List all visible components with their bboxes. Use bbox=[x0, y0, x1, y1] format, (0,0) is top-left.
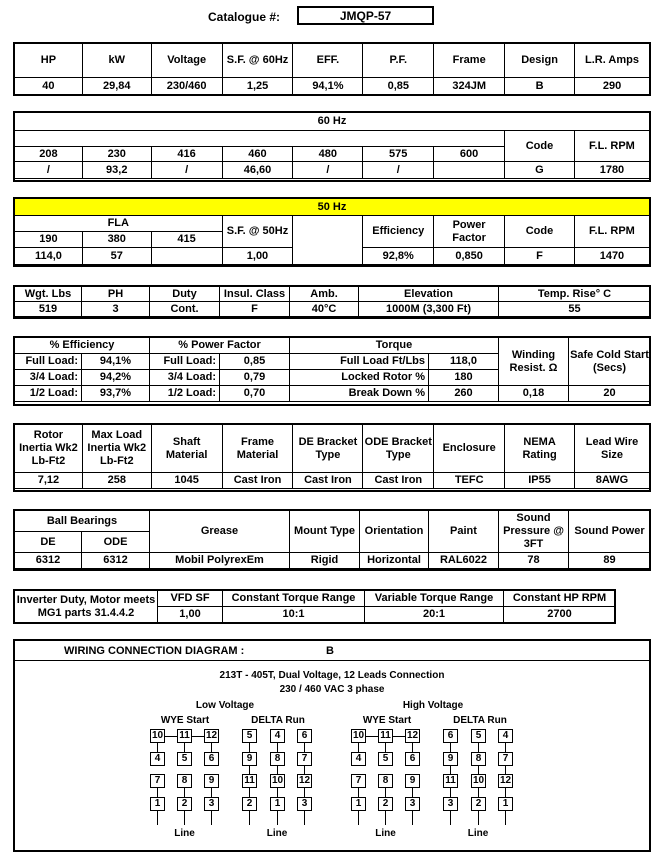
vt-range-header: Variable Torque Range bbox=[365, 591, 504, 607]
terminal-box: 2 bbox=[242, 797, 257, 811]
terminal-box: 5 bbox=[378, 752, 393, 766]
hz60-voltage: 416 bbox=[151, 147, 222, 162]
orientation-header: Orientation bbox=[360, 511, 429, 553]
terminal-box: 2 bbox=[471, 797, 486, 811]
hp-header: HP bbox=[15, 44, 83, 78]
high-delta-link-line bbox=[505, 743, 506, 752]
high-delta-link-line bbox=[505, 766, 506, 774]
orientation-value: Horizontal bbox=[360, 553, 429, 569]
hz60-amp: / bbox=[363, 162, 434, 179]
voltage-value: 230/460 bbox=[151, 78, 222, 95]
phase-header: PH bbox=[82, 287, 150, 302]
temp-rise-value: 55 bbox=[499, 302, 651, 317]
pf-row-value: 0,85 bbox=[220, 354, 290, 370]
voltage-header: Voltage bbox=[151, 44, 222, 78]
terminal-box: 1 bbox=[498, 797, 513, 811]
stall-label: Safe Cold Start (Secs) bbox=[569, 338, 651, 386]
low-wye-link-line bbox=[184, 788, 185, 797]
frame-value: 324JM bbox=[434, 78, 505, 95]
low-wye-link-line bbox=[157, 788, 158, 797]
terminal-box: 7 bbox=[297, 752, 312, 766]
terminal-box: 10 bbox=[151, 730, 164, 741]
de-bracket-header: DE Bracket Type bbox=[293, 425, 363, 473]
hp-value: 40 bbox=[15, 78, 83, 95]
temp-rise-header: Temp. Rise° C bbox=[499, 287, 651, 302]
eff-row-label: Full Load: bbox=[15, 354, 82, 370]
hz50-amp: 114,0 bbox=[15, 248, 83, 265]
low-wye-line-lead bbox=[157, 811, 158, 825]
vfd-sf-value: 1,00 bbox=[158, 607, 223, 623]
high-wye-link-line bbox=[358, 743, 359, 752]
terminal-box: 7 bbox=[351, 774, 366, 788]
enclosure-header: Enclosure bbox=[434, 425, 505, 473]
sf60-value: 1,25 bbox=[222, 78, 293, 95]
low-wye-line-lead bbox=[184, 811, 185, 825]
eff-row-label: 3/4 Load: bbox=[15, 370, 82, 386]
low-wye-line-lead bbox=[211, 811, 212, 825]
terminal-box: 6 bbox=[204, 752, 219, 766]
kw-value: 29,84 bbox=[82, 78, 151, 95]
winding-value: 0,18 bbox=[499, 386, 569, 402]
de-bracket-value: Cast Iron bbox=[293, 473, 363, 489]
terminal-box: 12 bbox=[298, 775, 311, 786]
insulation-header: Insul. Class bbox=[220, 287, 290, 302]
terminal-box: 7 bbox=[150, 774, 165, 788]
terminal-box: 6 bbox=[443, 729, 458, 743]
chp-rpm-value: 2700 bbox=[504, 607, 616, 623]
terminal-box: 8 bbox=[177, 774, 192, 788]
ambient-value: 40°C bbox=[290, 302, 359, 317]
pf-header: P.F. bbox=[363, 44, 434, 78]
high-delta-line-lead bbox=[505, 811, 506, 825]
frame-material-value: Cast Iron bbox=[222, 473, 293, 489]
terminal-box: 12 bbox=[499, 775, 512, 786]
low-delta-line-lead bbox=[249, 811, 250, 825]
terminal-box: 10 bbox=[352, 730, 365, 741]
hz60-rpm: 1780 bbox=[574, 162, 649, 179]
rotor-inertia-value: 7,12 bbox=[15, 473, 83, 489]
low-delta-link-line bbox=[277, 743, 278, 752]
performance-frame bbox=[13, 336, 651, 406]
mount-type-value: Rigid bbox=[290, 553, 360, 569]
high-delta-label: DELTA Run bbox=[453, 715, 507, 726]
spec-frame bbox=[13, 42, 651, 96]
terminal-box: 12 bbox=[406, 730, 419, 741]
eff-row-label: 1/2 Load: bbox=[15, 386, 82, 402]
hz60-amp: / bbox=[15, 162, 83, 179]
elevation-value: 1000M (3,300 Ft) bbox=[359, 302, 499, 317]
low-delta-link-line bbox=[249, 766, 250, 774]
low-delta-link-line bbox=[277, 766, 278, 774]
nema-header: NEMA Rating bbox=[505, 425, 575, 473]
high-delta-link-line bbox=[478, 743, 479, 752]
pf-row-value: 0,79 bbox=[220, 370, 290, 386]
high-wye-link-line bbox=[358, 788, 359, 797]
low-wye-line-label: Line bbox=[174, 828, 195, 839]
hz60-voltage: 208 bbox=[15, 147, 83, 162]
pf-row-value: 0,70 bbox=[220, 386, 290, 402]
eff-row-value: 93,7% bbox=[82, 386, 150, 402]
mechanical-frame bbox=[13, 423, 651, 492]
misc-frame bbox=[13, 285, 651, 319]
terminal-box: 11 bbox=[242, 774, 257, 788]
hz50-code: F bbox=[505, 248, 575, 265]
low-delta-line-lead bbox=[304, 811, 305, 825]
hz60-voltage: 600 bbox=[434, 147, 505, 162]
low-delta-link-line bbox=[304, 743, 305, 752]
ct-range-value: 10:1 bbox=[223, 607, 365, 623]
terminal-box: 10 bbox=[472, 775, 485, 786]
phase-value: 3 bbox=[82, 302, 150, 317]
enclosure-value: TEFC bbox=[434, 473, 505, 489]
insulation-value: F bbox=[220, 302, 290, 317]
hz60-amp: / bbox=[151, 162, 222, 179]
eff-header: EFF. bbox=[293, 44, 363, 78]
low-delta-line-lead bbox=[277, 811, 278, 825]
de-bearing-label: DE bbox=[15, 532, 82, 553]
hz50-frame bbox=[13, 197, 651, 267]
eff-value: 94,1% bbox=[293, 78, 363, 95]
terminal-box: 8 bbox=[378, 774, 393, 788]
terminal-box: 9 bbox=[405, 774, 420, 788]
frame-header: Frame bbox=[434, 44, 505, 78]
terminal-box: 7 bbox=[498, 752, 513, 766]
terminal-box: 5 bbox=[177, 752, 192, 766]
low-wye-link-line bbox=[211, 743, 212, 752]
hz60-code-label: Code bbox=[505, 131, 575, 162]
grease-value: Mobil PolyrexEm bbox=[150, 553, 290, 569]
sound-pressure-header: Sound Pressure @ 3FT bbox=[499, 511, 569, 553]
elevation-header: Elevation bbox=[359, 287, 499, 302]
hz60-title: 60 Hz bbox=[15, 113, 650, 131]
pf-row-label: Full Load: bbox=[150, 354, 220, 370]
ode-bracket-value: Cast Iron bbox=[363, 473, 434, 489]
mount-type-header: Mount Type bbox=[290, 511, 360, 553]
lr-amps-value: 290 bbox=[575, 78, 650, 95]
terminal-box: 6 bbox=[405, 752, 420, 766]
terminal-box: 3 bbox=[204, 797, 219, 811]
hz50-sf: 1,00 bbox=[222, 248, 293, 265]
high-wye-star-line bbox=[366, 736, 378, 737]
high-delta-line-lead bbox=[450, 811, 451, 825]
sf60-header: S.F. @ 60Hz bbox=[222, 44, 293, 78]
hz60-frame bbox=[13, 111, 651, 182]
hz50-pf-label: Power Factor bbox=[434, 216, 505, 248]
terminal-box: 12 bbox=[205, 730, 218, 741]
wiring-header-divider bbox=[14, 660, 650, 661]
weight-header: Wgt. Lbs bbox=[15, 287, 82, 302]
high-delta-link-line bbox=[478, 766, 479, 774]
eff-row-value: 94,1% bbox=[82, 354, 150, 370]
low-delta-label: DELTA Run bbox=[251, 715, 305, 726]
pf-value: 0,85 bbox=[363, 78, 434, 95]
high-delta-line-lead bbox=[478, 811, 479, 825]
hz50-title: 50 Hz bbox=[15, 199, 650, 216]
high-wye-line-lead bbox=[385, 811, 386, 825]
hz60-voltage: 230 bbox=[82, 147, 151, 162]
lead-wire-value: 8AWG bbox=[575, 473, 650, 489]
terminal-box: 3 bbox=[297, 797, 312, 811]
shaft-material-header: Shaft Material bbox=[151, 425, 222, 473]
high-wye-line-lead bbox=[358, 811, 359, 825]
high-delta-link-line bbox=[450, 788, 451, 797]
low-delta-link-line bbox=[249, 788, 250, 797]
torque-row-value: 180 bbox=[429, 370, 499, 386]
terminal-box: 5 bbox=[471, 729, 486, 743]
high-wye-link-line bbox=[412, 743, 413, 752]
high-wye-link-line bbox=[412, 788, 413, 797]
design-header: Design bbox=[505, 44, 575, 78]
lr-amps-header: L.R. Amps bbox=[575, 44, 650, 78]
terminal-box: 9 bbox=[204, 774, 219, 788]
load-inertia-value: 258 bbox=[82, 473, 151, 489]
wiring-code: B bbox=[326, 645, 334, 657]
weight-value: 519 bbox=[15, 302, 82, 317]
high-delta-link-line bbox=[505, 788, 506, 797]
hz60-voltage: 480 bbox=[293, 147, 363, 162]
terminal-box: 8 bbox=[270, 752, 285, 766]
grease-header: Grease bbox=[150, 511, 290, 553]
hz50-amp: 57 bbox=[82, 248, 151, 265]
low-wye-star-line bbox=[192, 736, 204, 737]
wiring-label: WIRING CONNECTION DIAGRAM : bbox=[64, 645, 245, 657]
terminal-box: 9 bbox=[443, 752, 458, 766]
high-wye-star-line bbox=[393, 736, 405, 737]
paint-value: RAL6022 bbox=[429, 553, 499, 569]
low-wye-star-line bbox=[165, 736, 177, 737]
high-voltage-label: High Voltage bbox=[402, 700, 464, 711]
high-delta-link-line bbox=[478, 788, 479, 797]
high-wye-link-line bbox=[385, 788, 386, 797]
bearing-frame bbox=[13, 509, 651, 571]
terminal-box: 4 bbox=[270, 729, 285, 743]
catalogue-number: JMQP-57 bbox=[297, 6, 434, 25]
high-wye-label: WYE Start bbox=[362, 715, 412, 726]
vfd-sf-header: VFD SF bbox=[158, 591, 223, 607]
hz50-voltage: 415 bbox=[151, 232, 222, 248]
pf-title: % Power Factor bbox=[150, 338, 290, 354]
torque-row-value: 118,0 bbox=[429, 354, 499, 370]
terminal-box: 6 bbox=[297, 729, 312, 743]
duty-header: Duty bbox=[150, 287, 220, 302]
terminal-box: 4 bbox=[150, 752, 165, 766]
hz50-sf-label: S.F. @ 50Hz bbox=[222, 216, 293, 248]
hz50-eff: 92,8% bbox=[363, 248, 434, 265]
low-voltage-label: Low Voltage bbox=[195, 700, 255, 711]
stall-value: 20 bbox=[569, 386, 651, 402]
hz60-voltage: 575 bbox=[363, 147, 434, 162]
lead-wire-header: Lead Wire Size bbox=[575, 425, 650, 473]
sound-pressure-value: 78 bbox=[499, 553, 569, 569]
hz50-voltage: 380 bbox=[82, 232, 151, 248]
torque-row-label: Full Load Ft/Lbs bbox=[290, 354, 429, 370]
eff-row-value: 94,2% bbox=[82, 370, 150, 386]
duty-value: Cont. bbox=[150, 302, 220, 317]
vfd-frame bbox=[13, 589, 616, 624]
hz60-amp: 46,60 bbox=[222, 162, 293, 179]
terminal-box: 8 bbox=[471, 752, 486, 766]
hz50-eff-label: Efficiency bbox=[363, 216, 434, 248]
ode-bearing-label: ODE bbox=[82, 532, 150, 553]
sound-power-header: Sound Power bbox=[569, 511, 651, 553]
hz60-voltage: 460 bbox=[222, 147, 293, 162]
paint-header: Paint bbox=[429, 511, 499, 553]
kw-header: kW bbox=[82, 44, 151, 78]
terminal-box: 1 bbox=[270, 797, 285, 811]
torque-row-label: Locked Rotor % bbox=[290, 370, 429, 386]
chp-rpm-header: Constant HP RPM bbox=[504, 591, 616, 607]
ode-bracket-header: ODE Bracket Type bbox=[363, 425, 434, 473]
pf-row-label: 3/4 Load: bbox=[150, 370, 220, 386]
high-wye-line-label: Line bbox=[375, 828, 396, 839]
bearing-title: Ball Bearings bbox=[15, 511, 150, 532]
terminal-box: 2 bbox=[378, 797, 393, 811]
high-delta-line-label: Line bbox=[467, 828, 489, 839]
torque-title: Torque bbox=[290, 338, 499, 354]
terminal-box: 3 bbox=[443, 797, 458, 811]
high-delta-link-line bbox=[450, 766, 451, 774]
terminal-box: 1 bbox=[351, 797, 366, 811]
nema-value: IP55 bbox=[505, 473, 575, 489]
terminal-box: 1 bbox=[150, 797, 165, 811]
terminal-box: 11 bbox=[443, 774, 458, 788]
catalogue-label: Catalogue #: bbox=[208, 10, 281, 24]
low-delta-line-label: Line bbox=[266, 828, 288, 839]
terminal-box: 9 bbox=[242, 752, 257, 766]
rotor-inertia-header: Rotor Inertia Wk2 Lb-Ft2 bbox=[15, 425, 83, 473]
low-delta-link-line bbox=[304, 788, 305, 797]
de-bearing-value: 6312 bbox=[15, 553, 82, 569]
eff-title: % Efficiency bbox=[15, 338, 150, 354]
inverter-duty-label: Inverter Duty, Motor meets MG1 parts 31.4.4.2 bbox=[15, 591, 158, 623]
high-wye-link-line bbox=[385, 743, 386, 752]
design-value: B bbox=[505, 78, 575, 95]
hz60-rpm-label: F.L. RPM bbox=[574, 131, 649, 162]
sound-power-value: 89 bbox=[569, 553, 651, 569]
torque-row-label: Break Down % bbox=[290, 386, 429, 402]
low-wye-link-line bbox=[184, 743, 185, 752]
wiring-subtitle: 230 / 460 VAC 3 phase bbox=[279, 684, 385, 695]
winding-label: Winding Resist. Ω bbox=[499, 338, 569, 386]
wiring-title: 213T - 405T, Dual Voltage, 12 Leads Connection bbox=[219, 670, 445, 681]
terminal-box: 3 bbox=[405, 797, 420, 811]
vt-range-value: 20:1 bbox=[365, 607, 504, 623]
hz60-code: G bbox=[505, 162, 575, 179]
terminal-box: 2 bbox=[177, 797, 192, 811]
hz50-fla-label: FLA bbox=[15, 216, 223, 232]
terminal-box: 11 bbox=[177, 729, 192, 743]
shaft-material-value: 1045 bbox=[151, 473, 222, 489]
low-delta-link-line bbox=[304, 766, 305, 774]
low-delta-link-line bbox=[277, 788, 278, 797]
torque-row-value: 260 bbox=[429, 386, 499, 402]
hz50-rpm-label: F.L. RPM bbox=[574, 216, 649, 248]
high-wye-line-lead bbox=[412, 811, 413, 825]
terminal-box: 10 bbox=[271, 775, 284, 786]
terminal-box: 5 bbox=[242, 729, 257, 743]
low-wye-link-line bbox=[157, 743, 158, 752]
hz50-code-label: Code bbox=[505, 216, 575, 248]
low-wye-link-line bbox=[211, 788, 212, 797]
terminal-box: 11 bbox=[378, 729, 393, 743]
ode-bearing-value: 6312 bbox=[82, 553, 150, 569]
pf-row-label: 1/2 Load: bbox=[150, 386, 220, 402]
load-inertia-header: Max Load Inertia Wk2 Lb-Ft2 bbox=[82, 425, 151, 473]
ambient-header: Amb. bbox=[290, 287, 359, 302]
hz50-voltage: 190 bbox=[15, 232, 83, 248]
hz60-amp: / bbox=[293, 162, 363, 179]
ct-range-header: Constant Torque Range bbox=[223, 591, 365, 607]
low-wye-label: WYE Start bbox=[160, 715, 210, 726]
high-delta-link-line bbox=[450, 743, 451, 752]
low-delta-link-line bbox=[249, 743, 250, 752]
terminal-box: 4 bbox=[498, 729, 513, 743]
terminal-box: 4 bbox=[351, 752, 366, 766]
hz50-pf: 0,850 bbox=[434, 248, 505, 265]
hz60-amp: 93,2 bbox=[82, 162, 151, 179]
hz50-rpm: 1470 bbox=[574, 248, 649, 265]
frame-material-header: Frame Material bbox=[222, 425, 293, 473]
